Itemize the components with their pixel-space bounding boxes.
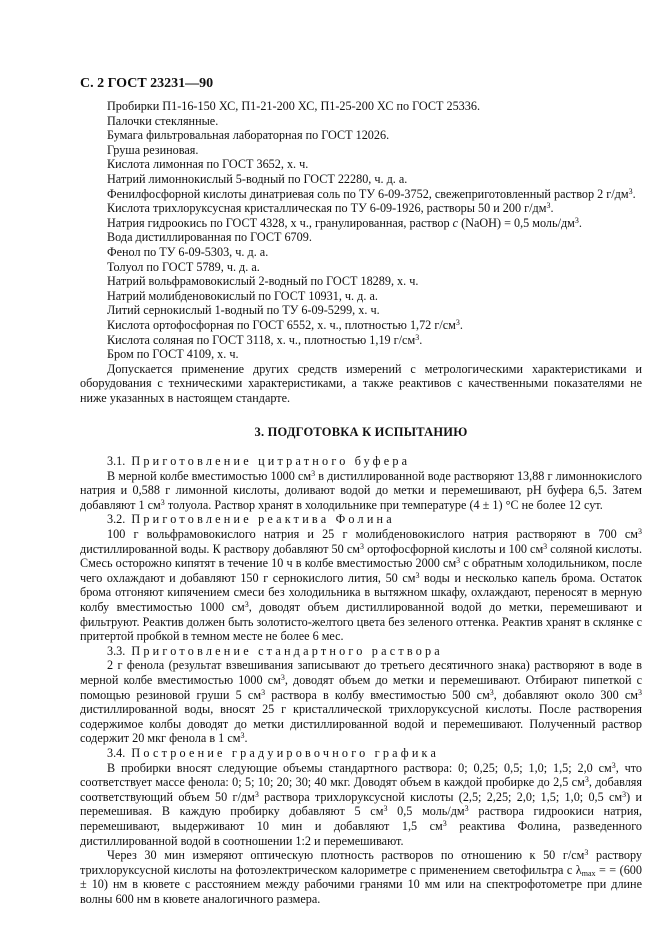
material-item: Палочки стеклянные. [107,113,219,128]
subsection-3-2-text: 100 г вольфрамовокислого натрия и 25 г молибденовокислого натрия растворяют в 700 $см^3$ дистиллированной воды. К раствору добавляют 50 $см^3$ ортофосфорной кислоты и 100 $см^3$ соляной кислоты. Смесь осторожно кипятят в течение 10 ч в колбе вместимостью 2000 $см^3$ с обратным холодильником, после чего охлаждают и добавляют 150 г сернокислого лития, 50 $см^3$ воды и несколько капель брома. Остаток брома отгоняют кипячением смеси без холодильника в вытяжном шкафу, охлаждают, переносят в мерную колбу вместимостью 1000 $см^3$, доводят объем дистиллированной водой до метки, перемешивают и фильтруют. Реактив должен быть золотисто-желтого цвета без зеленого оттенка. Реактив хранят в склянке с притертой пробкой в темном месте не более 6 мес. [80,527,642,644]
section-3-heading: 3. ПОДГОТОВКА К ИСПЫТАНИЮ [254,425,468,440]
material-item: Фенол по ТУ 6-09-5303, ч. д. а. [107,244,269,259]
material-item: Бумага фильтровальная лабораторная по ГОСТ 12026. [107,128,390,143]
measurement-paragraph: Через 30 мин измеряют оптическую плотность растворов по отношению к 50 $г/см^3$ раствору трихлоруксусной кислоты на фотоэлектрическом калориметре с применением светофильтра с $\lambda_{max}$ = = (600 ± 10) нм в кювете с расстоянием между рабочими гранями 10 мм или на спектрофотометре при длине волны 600 нм в кювете аналогичного размера. [80,848,643,906]
material-item-hcl: Кислота соляная по ГОСТ 3118, х. ч., плотностью 1,19 $г/см^3$. [107,332,423,347]
material-item: Натрий молибденовокислый по ГОСТ 10931, ч. д. а. [107,288,378,303]
allowance-paragraph: Допускается применение других средств измерений с метрологическими характеристиками и оборудования с техническими характеристиками, а также реактивов с качественными показателями не ниже указанных в настоящем стандарте. [80,361,642,405]
material-item-naoh: Натрия гидроокись по ГОСТ 4328, х ч., гранулированная, раствор c (NaOH) = 0,5 моль/$дм^3$. [107,215,582,230]
material-item: Натрий вольфрамовокислый 2-водный по ГОСТ 18289, х. ч. [107,274,419,289]
subsection-3-1-heading: 3.1. Приготовление цитратного буфера [107,454,411,469]
subsection-3-3-text: 2 г фенола (результат взвешивания записывают до третьего десятичного знака) растворяют в воде в мерной колбе вместимостью 1000 $см^3$, доводят объем до метки и перемешивают. Отбирают пипеткой с помощью резиновой груши 5 $см^3$ раствора в колбу вместимостью 500 $см^3$, добавляют около 300 $см^3$ дистиллированной воды, вносят 25 г кристаллической трихлоруксусной кислоты. После растворения содержимое колбы доводят до метки дистиллированной водой и перемешивают. Полученный раствор содержит 20 мкг фенола в 1 $см^3$. [80,658,642,746]
subsection-3-1-text: В мерной колбе вместимостью 1000 $см^3$ в дистиллированной воде растворяют 13,88 г лимоннокислого натрия и 0,588 г лимонной кислоты, доливают водой до метки и перемешивают, рН буфера 6,5. Затем добавляют 1 $см^3$ толуола. Раствор хранят в холодильнике при температуре (4 ± 1) °С не более 12 сут. [80,468,642,512]
material-item: Натрий лимоннокислый 5-водный по ГОСТ 22280, ч. д. а. [107,171,408,186]
subsection-3-2-heading: 3.2. Приготовление реактива Фолина [107,512,395,527]
material-item: Толуол по ГОСТ 5789, ч. д. а. [107,259,260,274]
material-item-tca: Кислота трихлоруксусная кристаллическая по ТУ 6-09-1926, растворы 50 и 200 $г/дм^3$. [107,201,554,216]
material-item: Груша резиновая. [107,142,199,157]
material-item: Кислота лимонная по ГОСТ 3652, х. ч. [107,157,309,172]
subsection-3-4-text: В пробирки вносят следующие объемы стандартного раствора: 0; 0,25; 0,5; 1,0; 1,5; 2,0 $см^3$, что соответствует массе фенола: 0; 5; 10; 20; 30; 40 мкг. Доводят объем в каждой пробирке до 2,5 $см^3$, добавляя соответствующий объем 50 $г/дм^3$ раствора трихлоруксусной кислоты (2,5; 2,25; 2,0; 1,5; 1,0; 0,5 $см^3$) и перемешивая. В каждую пробирку добавляют 5 $см^3$ 0,5 моль/$дм^3$ раствора гидроокиси натрия, перемешивают, выдерживают 10 мин и добавляют 1,5 $см^3$ реактива Фолина, разведенного дистиллированной водой в соотношении 1:2 и перемешивают. [80,760,642,848]
material-item: Вода дистиллированная по ГОСТ 6709. [107,230,312,245]
page-header: С. 2 ГОСТ 23231—90 [80,76,214,91]
document-body [80,99,642,906]
subsection-3-3-heading: 3.3. Приготовление стандартного раствора [107,643,443,658]
material-item: Пробирки П1-16-150 ХС, П1-21-200 ХС, П1-25-200 ХС по ГОСТ 25336. [107,99,481,113]
subsection-3-4-heading: 3.4. Построение градуировочного графика [107,745,440,760]
material-item-phenylphosphate: Фенилфосфорной кислоты динатриевая соль по ТУ 6-09-3752, свежеприготовленный раствор 2 $г/дм^3$. [107,186,636,201]
material-item-phosphoric: Кислота ортофосфорная по ГОСТ 6552, х. ч., плотностью 1,72 $г/см^3$. [107,317,463,332]
material-item: Бром по ГОСТ 4109, х. ч. [107,347,239,362]
material-item: Литий сернокислый 1-водный по ТУ 6-09-5299, х. ч. [107,303,380,318]
